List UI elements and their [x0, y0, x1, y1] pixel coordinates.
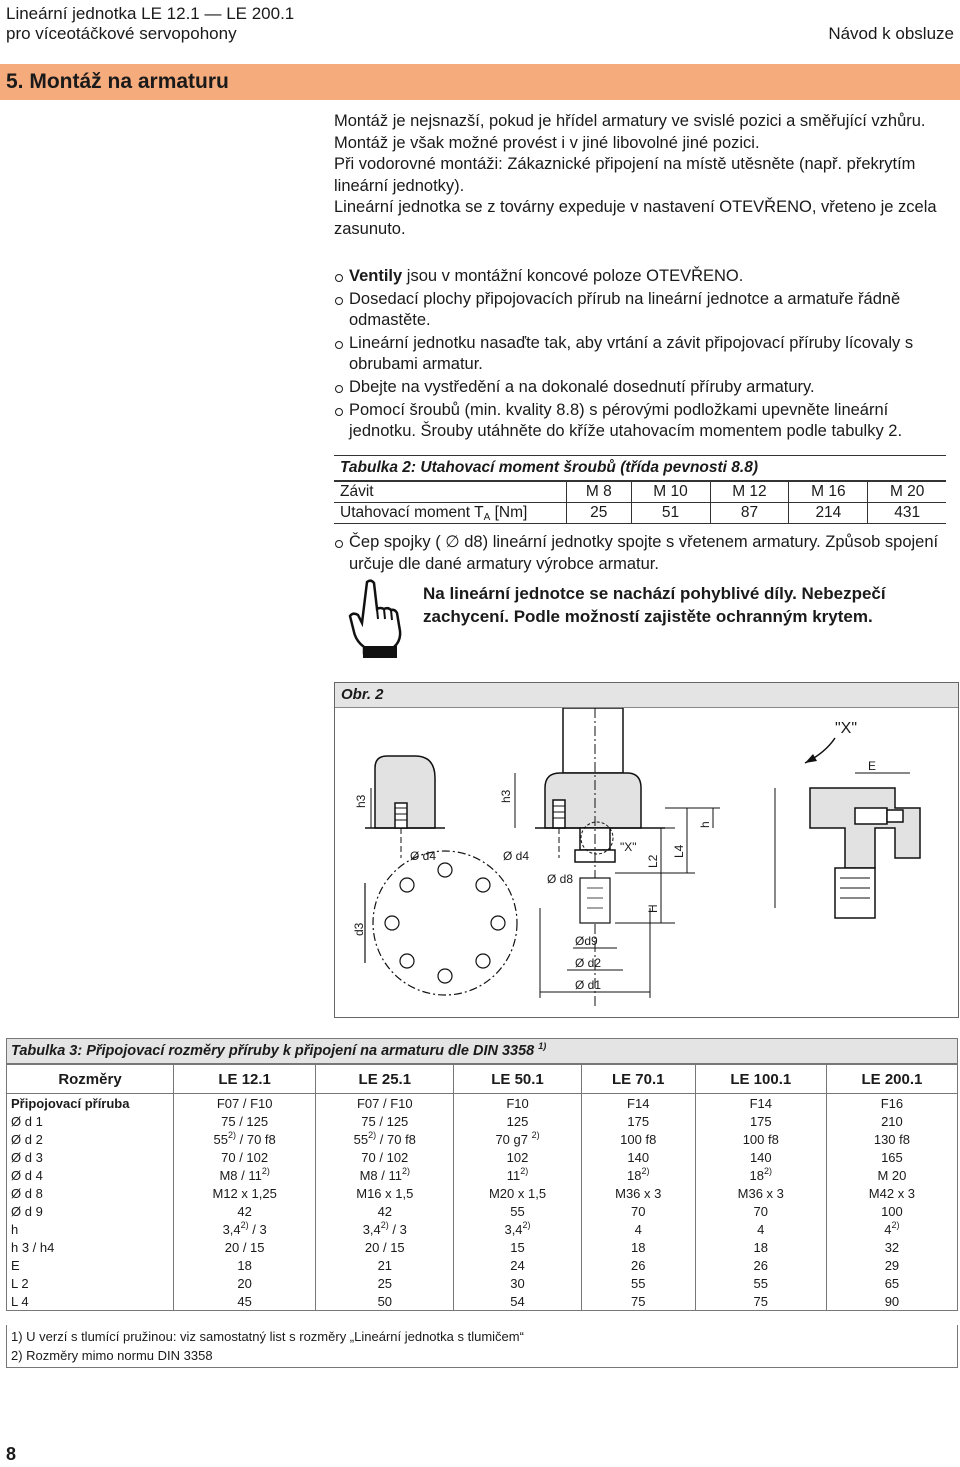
- intro-paragraph: Montáž je nejsnazší, pokud je hřídel armatury ve svislé pozici a směřující vzhůru. Montáž je však možné provést i v jiné libovolné jiné pozici.: [334, 112, 926, 152]
- table-row: [7, 1166, 958, 1184]
- table-cell: [454, 1166, 581, 1184]
- cell-text: 3,4: [362, 1221, 381, 1237]
- cell-text: M20 x 1,5: [488, 1185, 547, 1201]
- table-cell: [454, 1220, 581, 1238]
- coupling-pin: [580, 878, 610, 923]
- caption-text: Tabulka 3: Připojovací rozměry příruby k připojení na armaturu dle DIN 3358: [11, 1043, 539, 1059]
- column-header: LE 70.1: [581, 1065, 695, 1094]
- cell-text: F14: [749, 1095, 772, 1111]
- cell-text: 130 f8: [873, 1131, 910, 1147]
- table-cell: [454, 1184, 581, 1202]
- cell-text: 125: [506, 1113, 529, 1129]
- cell-text: M8 / 11: [359, 1167, 402, 1183]
- list-item: Dosedací plochy připojovacích přírub na lineární jednotce a armatuře řádně odmastěte.: [334, 289, 954, 332]
- caption-footnote-mark: 1): [538, 1041, 547, 1051]
- cell-text: F07 / F10: [216, 1095, 273, 1111]
- table-cell: M 16: [789, 482, 868, 503]
- cell-text: 26: [753, 1257, 769, 1273]
- table-cell: [174, 1220, 316, 1238]
- table-cell: [695, 1292, 826, 1311]
- cell-text: / 3: [388, 1221, 407, 1237]
- label-d2: Ø d2: [575, 956, 602, 970]
- table-row-label: Ø d 3: [7, 1148, 174, 1166]
- label-l2: L2: [646, 854, 660, 868]
- cell-text: 65: [884, 1275, 900, 1291]
- table-cell: [454, 1148, 581, 1166]
- table-cell: [316, 1112, 454, 1130]
- table-cell: [316, 1130, 454, 1148]
- cell-text: 45: [237, 1293, 252, 1309]
- label-d3: d3: [352, 922, 366, 936]
- table-cell: [695, 1202, 826, 1220]
- bullet-text: jsou v montážní koncové poloze OTEVŘENO.: [402, 267, 744, 285]
- section-heading-bar: [0, 64, 960, 100]
- bullet-bold-word: Ventily: [349, 267, 403, 285]
- cell-text: 75 / 125: [361, 1113, 409, 1129]
- table-cell: 51: [631, 503, 710, 524]
- table-cell: [695, 1166, 826, 1184]
- table-cell: [581, 1202, 695, 1220]
- column-header: LE 25.1: [316, 1065, 454, 1094]
- table-row: [7, 1256, 958, 1274]
- warning-text: Na lineární jednotce se nachází pohyblivé díly. Nebezpečí zachycení. Podle možností zajistěte ochranným krytem.: [423, 584, 886, 626]
- table-cell: [826, 1256, 957, 1274]
- label-H: H: [646, 904, 660, 913]
- intro-text: [334, 111, 944, 241]
- cell-text: 54: [510, 1293, 525, 1309]
- table-cell: [695, 1256, 826, 1274]
- table-cell: [316, 1274, 454, 1292]
- table-cell: [695, 1220, 826, 1238]
- table-cell: [581, 1220, 695, 1238]
- table-cell: [581, 1094, 695, 1113]
- table-cell: [316, 1184, 454, 1202]
- table-cell: [695, 1112, 826, 1130]
- list-item: [334, 266, 954, 288]
- cell-text: 42: [237, 1203, 252, 1219]
- label-h3-left: h3: [354, 794, 368, 808]
- table-cell: [581, 1166, 695, 1184]
- cell-text: 25: [377, 1275, 393, 1291]
- column-header: LE 50.1: [454, 1065, 581, 1094]
- table-footnotes: [6, 1325, 958, 1368]
- cell-text: / 3: [248, 1221, 267, 1237]
- table-cell: M 12: [710, 482, 789, 503]
- table-row-label: Ø d 4: [7, 1166, 174, 1184]
- table-row-label: h: [7, 1220, 174, 1238]
- header-title: Lineární jednotka LE 12.1 — LE 200.1: [6, 4, 295, 23]
- label-d8: Ø d8: [547, 872, 574, 886]
- table-row-label: Připojovací příruba: [7, 1094, 174, 1113]
- cell-text: 20 / 15: [224, 1239, 265, 1255]
- intro-paragraph: Při vodorovné montáži: Zákaznické připojení na místě utěsněte (např. překrytím lineární jednotky).: [334, 155, 916, 195]
- label-e: E: [868, 759, 877, 773]
- table-row: [7, 1202, 958, 1220]
- table-cell: [826, 1274, 957, 1292]
- label-x-detail: "X": [835, 720, 858, 737]
- figure-header: [335, 683, 958, 708]
- cell-text: F10: [506, 1095, 529, 1111]
- cell-text: M36 x 3: [737, 1185, 784, 1201]
- footnote-mark: 2): [891, 1219, 900, 1230]
- table-row: [334, 482, 946, 503]
- table-cell: [695, 1274, 826, 1292]
- cell-text: M12 x 1,25: [212, 1185, 277, 1201]
- table-cell: [826, 1292, 957, 1311]
- table-cell: [316, 1256, 454, 1274]
- table-row: [334, 503, 946, 524]
- table-cell: [454, 1094, 581, 1113]
- header-doc-type: Návod k obsluze: [828, 24, 954, 43]
- table-cell: [695, 1148, 826, 1166]
- table-cell: [316, 1220, 454, 1238]
- cell-text: 70: [753, 1203, 769, 1219]
- label-subscript: A: [483, 512, 491, 523]
- table-row-label: Ø d 8: [7, 1184, 174, 1202]
- footnote-mark: 2): [380, 1219, 389, 1230]
- table-cell: [454, 1256, 581, 1274]
- cell-text: M42 x 3: [868, 1185, 916, 1201]
- cell-text: 70: [631, 1203, 646, 1219]
- footnote: 2) Rozměry mimo normu DIN 3358: [11, 1348, 213, 1363]
- cell-text: 75: [631, 1293, 646, 1309]
- footnote-mark: 2): [228, 1129, 237, 1140]
- column-header: Rozměry: [7, 1065, 174, 1094]
- page-number: 8: [6, 1444, 17, 1464]
- cell-text: 20 / 15: [364, 1239, 405, 1255]
- cell-text: 100 f8: [742, 1131, 779, 1147]
- table-cell: [581, 1112, 695, 1130]
- figure-mounting-dimensions: [334, 682, 959, 1018]
- cell-text: 20: [237, 1275, 252, 1291]
- table-row-label: L 2: [7, 1274, 174, 1292]
- section-title: 5. Montáž na armaturu: [6, 70, 229, 93]
- text-part: Čep spojky (: [349, 533, 446, 551]
- table-cell: [174, 1256, 316, 1274]
- table-cell: M 20: [868, 482, 946, 503]
- table-cell: [826, 1148, 957, 1166]
- table-row-label: h 3 / h4: [7, 1238, 174, 1256]
- cell-text: 70 g7: [495, 1131, 532, 1147]
- table-cell: [316, 1238, 454, 1256]
- table-cell: 214: [789, 503, 868, 524]
- cell-text: 102: [506, 1149, 529, 1165]
- table-cell: [174, 1112, 316, 1130]
- bullet-dot: [335, 540, 343, 548]
- table-row: [7, 1274, 958, 1292]
- cell-text: F14: [627, 1095, 650, 1111]
- table-cell: [454, 1112, 581, 1130]
- footnote-mark: 2): [240, 1219, 249, 1230]
- cell-text: 3,4: [222, 1221, 241, 1237]
- table-cell: [826, 1130, 957, 1148]
- cell-text: 30: [510, 1275, 525, 1291]
- figure-title: Obr. 2: [341, 686, 384, 703]
- cell-text: 140: [749, 1149, 772, 1165]
- table-cell: M 10: [631, 482, 710, 503]
- table-cell: [316, 1148, 454, 1166]
- table-cell: [454, 1292, 581, 1311]
- column-header: LE 12.1: [174, 1065, 316, 1094]
- table-cell: [695, 1130, 826, 1148]
- cell-text: F16: [880, 1095, 904, 1111]
- table-cell: [581, 1256, 695, 1274]
- table-row: [7, 1094, 958, 1113]
- list-item: Dbejte na vystředění a na dokonalé dosednutí příruby armatury.: [334, 377, 954, 399]
- cell-text: 3,4: [504, 1221, 523, 1237]
- table-row-label: Závit: [334, 482, 567, 503]
- table-cell: [581, 1292, 695, 1311]
- table-row: [7, 1238, 958, 1256]
- label-h3-mid: h3: [499, 789, 513, 803]
- table-row-label: E: [7, 1256, 174, 1274]
- cell-text: M16 x 1,5: [356, 1185, 414, 1201]
- table-cell: [174, 1274, 316, 1292]
- flange-table-caption: [6, 1038, 958, 1064]
- label-d1: Ø d1: [575, 978, 602, 992]
- label-d4-left: Ø d4: [410, 849, 437, 863]
- footnote-mark: 2): [522, 1219, 531, 1230]
- cell-text: 210: [881, 1113, 903, 1129]
- cell-text: 70 / 102: [221, 1149, 269, 1165]
- label-d9: Ød9: [575, 934, 598, 948]
- table-cell: [174, 1148, 316, 1166]
- left-flange-section: [365, 756, 445, 858]
- label-h: h: [698, 821, 712, 828]
- table-row: [7, 1148, 958, 1166]
- cell-text: 70 / 102: [361, 1149, 409, 1165]
- table-row-label: Ø d 2: [7, 1130, 174, 1148]
- intro-paragraph: Lineární jednotka se z továrny expeduje v nastavení OTEVŘENO, vřeteno je zcela zasunuto.: [334, 198, 937, 238]
- table-cell: 431: [868, 503, 946, 524]
- table-cell: [826, 1238, 957, 1256]
- cell-text: / 70 f8: [376, 1131, 416, 1147]
- table-cell: [316, 1202, 454, 1220]
- table-cell: [316, 1094, 454, 1113]
- table-header-row: [7, 1065, 958, 1094]
- table-row: [7, 1220, 958, 1238]
- label-l4: L4: [672, 844, 686, 858]
- flange-dimensions-table: [6, 1038, 958, 1311]
- table-cell: [581, 1184, 695, 1202]
- table-row-label: Ø d 1: [7, 1112, 174, 1130]
- cell-text: 55: [353, 1131, 369, 1147]
- table-cell: [316, 1292, 454, 1311]
- table-row-label: L 4: [7, 1292, 174, 1311]
- table-row: [7, 1292, 958, 1311]
- list-item: Pomocí šroubů (min. kvality 8.8) s pérovými podložkami upevněte lineární jednotku. Šrouby utáhněte do kříže utahovacím momentem podle tabulky 2.: [334, 400, 954, 443]
- label-text: Utahovací moment T: [340, 504, 484, 521]
- table-cell: [826, 1220, 957, 1238]
- cell-text: 165: [881, 1149, 903, 1165]
- cell-text: 26: [631, 1257, 646, 1273]
- cell-text: 4: [757, 1221, 765, 1237]
- flange-table-body: [7, 1094, 958, 1311]
- text-part: d8) lineární jednotky spojte s vřetenem armatury. Způsob spojení určuje dle dané armatury výrobce armatur.: [349, 533, 939, 573]
- table-cell: [826, 1166, 957, 1184]
- table-cell: [316, 1166, 454, 1184]
- cell-text: 42: [377, 1203, 393, 1219]
- header-subtitle: pro víceotáčkové servopohony: [6, 24, 237, 43]
- column-header: LE 200.1: [826, 1065, 957, 1094]
- cell-text: 18: [627, 1167, 642, 1183]
- cell-text: 18: [749, 1167, 765, 1183]
- cell-text: 90: [884, 1293, 900, 1309]
- cell-text: 100 f8: [620, 1131, 657, 1147]
- cell-text: 11: [506, 1167, 521, 1183]
- footnote-mark: 2): [520, 1165, 529, 1176]
- table-cell: [174, 1238, 316, 1256]
- cell-text: 4: [884, 1221, 892, 1237]
- cell-text: 75 / 125: [221, 1113, 269, 1129]
- cell-text: 24: [510, 1257, 525, 1273]
- cell-text: 75: [753, 1293, 769, 1309]
- footnote-mark: 2): [261, 1165, 270, 1176]
- diameter-symbol: ∅: [445, 533, 460, 551]
- table-cell: [454, 1130, 581, 1148]
- cell-text: 18: [753, 1239, 769, 1255]
- table-cell: [695, 1184, 826, 1202]
- cell-text: 55: [213, 1131, 228, 1147]
- cell-text: 18: [631, 1239, 646, 1255]
- cell-text: / 70 f8: [236, 1131, 276, 1147]
- table-cell: 25: [567, 503, 632, 524]
- torque-table: [334, 455, 946, 524]
- table-cell: M 8: [567, 482, 632, 503]
- footnote-mark: 2): [764, 1165, 773, 1176]
- table-cell: [826, 1202, 957, 1220]
- table-cell: [174, 1130, 316, 1148]
- cell-text: 4: [634, 1221, 642, 1237]
- footnote: 1) U verzí s tlumící pružinou: viz samostatný list s rozměry „Lineární jednotka s tlumičem“: [11, 1329, 524, 1344]
- label-x-small: "X": [620, 840, 637, 854]
- cell-text: 21: [377, 1257, 393, 1273]
- table-cell: 87: [710, 503, 789, 524]
- cell-text: M8 / 11: [219, 1167, 262, 1183]
- footnote-mark: 2): [641, 1165, 650, 1176]
- coupling-step-text: [334, 532, 954, 575]
- table-cell: [174, 1202, 316, 1220]
- list-item: Lineární jednotku nasaďte tak, aby vrtání a závit připojovací příruby lícovaly s obrubami armatur.: [334, 333, 954, 376]
- table-cell: [581, 1238, 695, 1256]
- table-cell: [174, 1166, 316, 1184]
- mounting-steps-list: [334, 266, 954, 444]
- table-cell: [174, 1184, 316, 1202]
- table-row-label: Ø d 9: [7, 1202, 174, 1220]
- cell-text: 32: [884, 1239, 900, 1255]
- cell-text: 100: [881, 1203, 903, 1219]
- table-cell: [826, 1112, 957, 1130]
- table-cell: [454, 1202, 581, 1220]
- table-cell: [454, 1238, 581, 1256]
- pointing-hand-icon: [345, 578, 409, 665]
- label-d4-mid: Ø d4: [503, 849, 530, 863]
- cell-text: 15: [510, 1239, 525, 1255]
- table-cell: [581, 1130, 695, 1148]
- coupling-step: [334, 532, 954, 575]
- table-row: [7, 1130, 958, 1148]
- table-row: [7, 1112, 958, 1130]
- cell-text: 50: [377, 1293, 393, 1309]
- cell-text: 55: [753, 1275, 769, 1291]
- table-cell: [581, 1274, 695, 1292]
- footnote-mark: 2): [401, 1165, 410, 1176]
- cell-text: 140: [627, 1149, 650, 1165]
- table-row-label: [334, 503, 567, 524]
- label-text: [Nm]: [490, 504, 528, 521]
- bolt-circle-view: [365, 851, 517, 995]
- cell-text: 18: [237, 1257, 252, 1273]
- column-header: LE 100.1: [695, 1065, 826, 1094]
- torque-table-caption: Tabulka 2: Utahovací moment šroubů (třída pevnosti 8.8): [334, 455, 946, 481]
- table-row: [7, 1184, 958, 1202]
- table-cell: [826, 1184, 957, 1202]
- footnote-mark: 2): [368, 1129, 377, 1140]
- footnote-mark: 2): [531, 1129, 540, 1140]
- cell-text: 55: [631, 1275, 646, 1291]
- table-cell: [581, 1148, 695, 1166]
- cell-text: M 20: [877, 1167, 907, 1183]
- table-cell: [174, 1292, 316, 1311]
- table-cell: [174, 1094, 316, 1113]
- cell-text: 175: [627, 1113, 650, 1129]
- detail-x-section: [775, 773, 920, 918]
- cell-text: 29: [884, 1257, 900, 1273]
- cell-text: 55: [510, 1203, 525, 1219]
- cell-text: F07 / F10: [356, 1095, 413, 1111]
- table-cell: [695, 1094, 826, 1113]
- table-cell: [826, 1094, 957, 1113]
- table-cell: [695, 1238, 826, 1256]
- cell-text: M36 x 3: [615, 1185, 662, 1201]
- table-cell: [454, 1274, 581, 1292]
- cell-text: 175: [749, 1113, 772, 1129]
- dimension-drawing: [335, 708, 958, 1016]
